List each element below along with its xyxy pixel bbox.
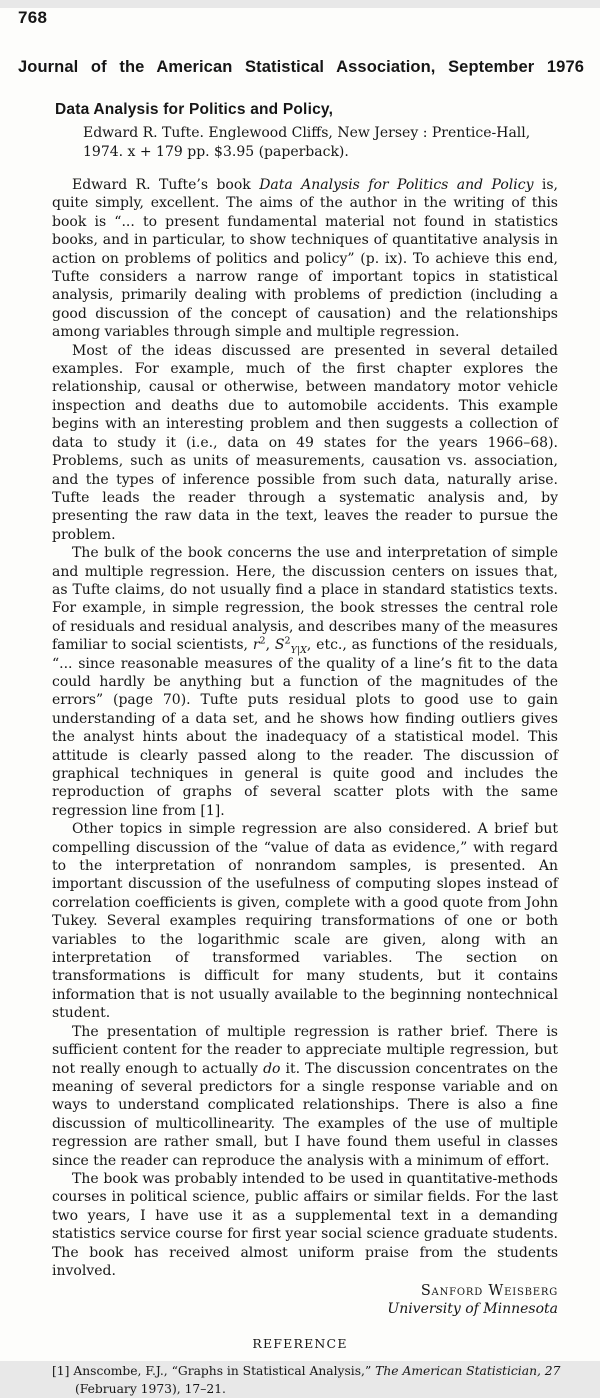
text-run: Edward R. Tufte’s book (72, 177, 260, 193)
text-run: The book was probably intended to be used in quantitative-methods courses in political science, public affairs or similar fields. For the last two years, I have use it as a supplemental text in a demanding statistics service course for first year social science graduate students. The book has received almost uniform praise from the students involved. (52, 1170, 558, 1279)
text-run: , etc., as functions of the residuals, “... since reasonable measures of the quality of a line’s fit to the data could hardly be anything but a function of the magnitudes of the errors” (page 70). Tufte puts residual plots to good use to gain understanding of a data set, and he shows how finding outliers gives the analyst hints about the inadequacy of a statistical model. This attitude is clearly passed along to the reader. The discussion of graphical techniques in general is quite good and includes the reproduction of graphs of several scatter plots with the same regression line from [1]. (52, 637, 559, 819)
signature-block (0, 1283, 558, 1319)
text-run: , (265, 637, 275, 654)
review-body (52, 176, 558, 1280)
book-title: Data Analysis for Politics and Policy, (55, 101, 334, 118)
text-run: X (300, 644, 307, 656)
text-run: The American Statistician, 27 (375, 1364, 561, 1379)
citation-line: Edward R. Tufte. Englewood Cliffs, New Jersey : Prentice-Hall, (83, 125, 531, 141)
text-run: r (252, 637, 260, 654)
text-run: The presentation of multiple regression is rather brief. There is sufficient content for the reader to appreciate multiple regression, but not really enough to actually (52, 1023, 558, 1077)
paragraph (52, 1023, 558, 1170)
reviewer-name: Sanford Weisberg (420, 1283, 558, 1300)
text-run: Y (290, 644, 297, 656)
text-run: The bulk of the book concerns the use and interpretation of simple and multiple regression. Here, the discussion centers on issues that, as Tufte claims, do not usually find a place in standard statistics texts. For example, in simple regression, the book stresses the central role of residuals and residual analysis, and describes many of the measures familiar to social scientists, (52, 545, 558, 654)
text-run: is, quite simply, excellent. The aims of the author in the writing of this book is “... to present fundamental material not found in statistics books, and in particular, to show techniques of quantitative analysis in action on problems of politics and policy” (p. ix). To achieve this end, Tufte considers a narrow range of important topics in statistical analysis, primarily dealing with problems of prediction (including a good discussion of the concept of causation) and the relationships among variables through simple and multiple regression. (52, 177, 559, 341)
text-run: 2 (259, 635, 266, 647)
text-run: [1] Anscombe, F.J., “Graphs in Statistical Analysis,” (52, 1364, 376, 1379)
text-run: S (274, 637, 285, 654)
journal-page (0, 8, 600, 1397)
text-run: | (296, 644, 301, 656)
journal-header: Journal of the American Statistical Association, September 1976 (18, 58, 584, 76)
text-run: Data Analysis for Politics and Policy (259, 177, 534, 193)
text-run: (February 1973), 17–21. (75, 1382, 226, 1397)
book-citation (83, 124, 548, 162)
page-number: 768 (18, 8, 48, 27)
reviewer-affiliation: University of Minnesota (387, 1301, 558, 1318)
text-run: it. The discussion concentrates on the meaning of several predictors for a single response variable and on ways to understand complicated relationships. There is also a fine discussion of multicollinearity. The examples of the use of multiple regression are rather small, but I have found them useful in classes since the reader can reproduce the analysis with a minimum of effort. (52, 1060, 558, 1169)
paragraph (52, 820, 558, 1022)
paragraph (52, 544, 558, 820)
paragraph (52, 1170, 558, 1280)
text-run: Other topics in simple regression are also considered. A brief but compelling discussion of the “value of data as evidence,” with regard to the interpretation of nonrandom samples, is presented. An important discussion of the usefulness of computing slopes instead of correlation coefficients is given, complete with a good quote from John Tukey. Several examples requiring transformations of one or both variables to the logarithmic scale are given, along with an interpretation of transformed variables. The section on transformations is difficult for many students, but it contains information that is not usually available to the beginning nontechnical student. (52, 821, 558, 1022)
text-run: do (263, 1060, 281, 1077)
book-title-block (55, 101, 558, 162)
citation-line: 1974. x + 179 pp. $3.95 (paperback). (83, 144, 349, 160)
reference-entry (52, 1362, 572, 1398)
text-run: Most of the ideas discussed are presented in several detailed examples. For example, much of the first chapter explores the relationship, causal or otherwise, between mandatory motor vehicle inspection and deaths due to automobile accidents. This example begins with an interesting problem and then suggests a collection of data to study it (i.e., data on 49 states for the years 1966–68). Problems, such as units of measurements, causation vs. association, and the types of inference possible from such data, naturally arise. Tufte leads the reader through a systematic analysis and, by presenting the raw data in the text, leaves the reader to pursue the problem. (52, 342, 558, 543)
text-run: 2 (284, 635, 291, 647)
paragraph (52, 176, 558, 342)
reference-heading: REFERENCE (252, 1336, 348, 1352)
paragraph (52, 342, 558, 544)
